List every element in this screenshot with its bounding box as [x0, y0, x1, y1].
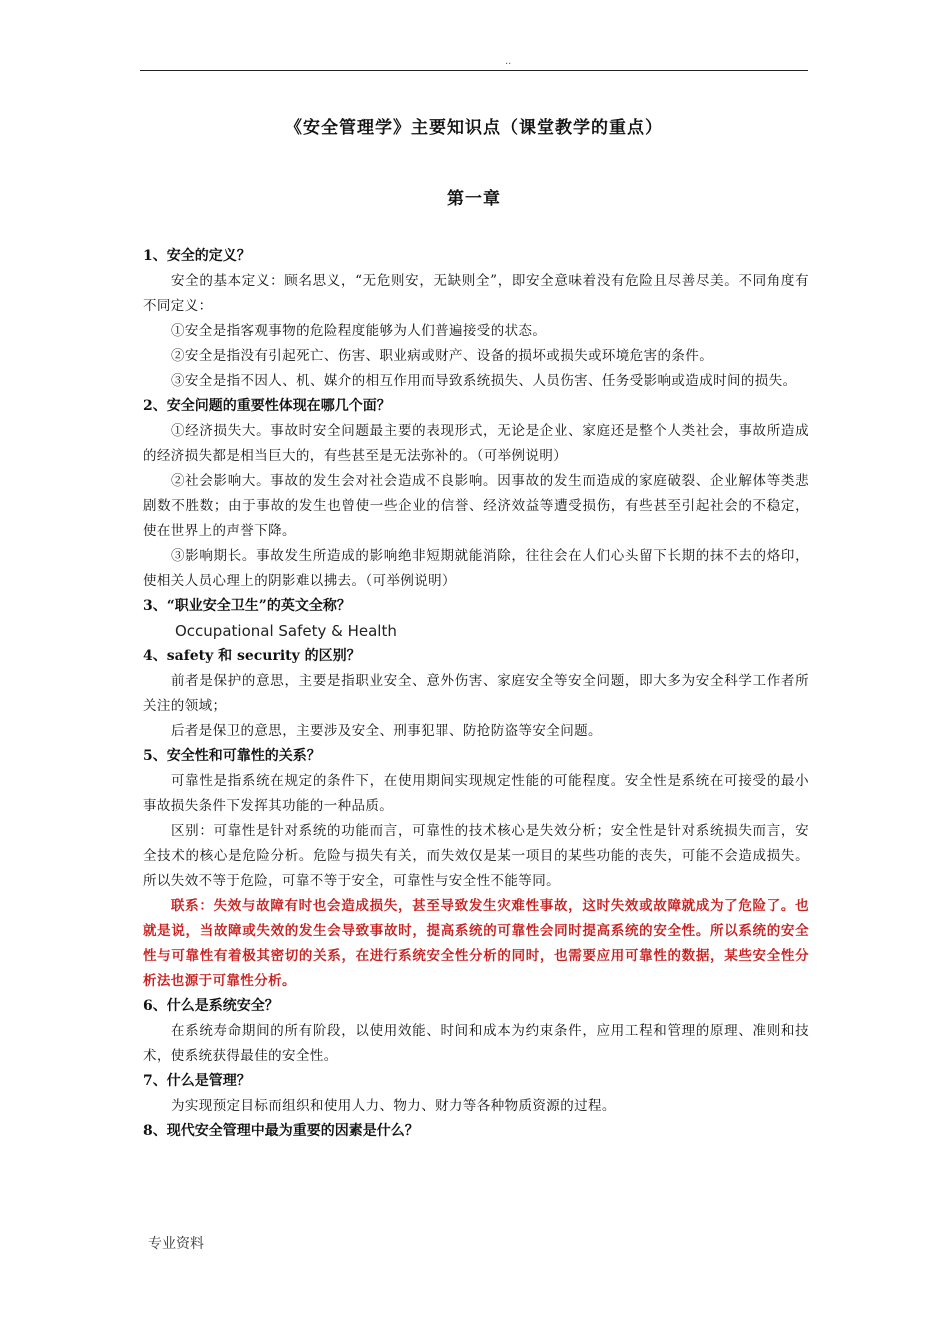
document-title: 《安全管理学》主要知识点（课堂教学的重点）	[285, 118, 663, 138]
document-body	[143, 244, 809, 1144]
question-1: 1、安全的定义？	[143, 248, 251, 264]
answer-paragraph: 区别：可靠性是针对系统的功能而言，可靠性的技术核心是失效分析；安全性是针对系统损失而言，安全技术的核心是危险分析。危险与损失有关，而失效仅是某一项目的某些功能的丧失，可能不会造成损失。所以失效不等于危险，可靠不等于安全，可靠性与安全性不能等同。	[143, 823, 809, 889]
answer-paragraph: 可靠性是指系统在规定的条件下，在使用期间实现规定性能的可能程度。安全性是系统在可接受的最小事故损失条件下发挥其功能的一种品质。	[143, 773, 809, 814]
answer-paragraph: ③影响期长。事故发生所造成的影响绝非短期就能消除，往往会在人们心头留下长期的抹不去的烙印，使相关人员心理上的阴影难以拂去。（可举例说明）	[143, 548, 809, 589]
answer-paragraph: ①经济损失大。事故时安全问题最主要的表现形式，无论是企业、家庭还是整个人类社会，事故所造成的经济损失都是相当巨大的，有些甚至是无法弥补的。（可举例说明）	[143, 423, 809, 464]
header-mark: ..	[505, 56, 512, 67]
chapter-heading: 第一章	[447, 189, 501, 209]
question-2: 2、安全问题的重要性体现在哪几个面？	[143, 398, 391, 414]
answer-paragraph: ②安全是指没有引起死亡、伤害、职业病或财产、设备的损坏或损失或环境危害的条件。	[171, 348, 714, 364]
question-3: 3、“职业安全卫生”的英文全称？	[143, 598, 351, 614]
page-footer: 专业资料	[148, 1236, 204, 1252]
answer-paragraph: 为实现预定目标而组织和使用人力、物力、财力等各种物质资源的过程。	[171, 1098, 616, 1114]
answer-paragraph: ①安全是指客观事物的危险程度能够为人们普遍接受的状态。	[171, 323, 547, 339]
question-5: 5、安全性和可靠性的关系？	[143, 748, 321, 764]
question-6: 6、什么是系统安全？	[143, 998, 279, 1014]
english-term: Occupational Safety & Health	[175, 622, 397, 640]
answer-paragraph: ③安全是指不因人、机、媒介的相互作用而导致系统损失、人员伤害、任务受影响或造成时间的损失。	[171, 373, 797, 389]
header-rule	[140, 70, 808, 71]
answer-paragraph: ②社会影响大。事故的发生会对社会造成不良影响。因事故的发生而造成的家庭破裂、企业解体等类悲剧数不胜数；由于事故的发生也曾使一些企业的信誉、经济效益等遭受损伤，有些甚至引起社会的不稳定，使在世界上的声誉下降。	[143, 473, 809, 539]
answer-paragraph: 安全的基本定义：顾名思义，“无危则安，无缺则全”，即安全意味着没有危险且尽善尽美。不同角度有不同定义：	[143, 273, 809, 314]
answer-paragraph: 后者是保卫的意思，主要涉及安全、刑事犯罪、防抢防盗等安全问题。	[171, 723, 602, 739]
answer-paragraph: 前者是保护的意思，主要是指职业安全、意外伤害、家庭安全等安全问题，即大多为安全科学工作者所关注的领域；	[143, 673, 809, 714]
question-7: 7、什么是管理？	[143, 1073, 251, 1089]
highlighted-paragraph: 联系：失效与故障有时也会造成损失，甚至导致发生灾难性事故，这时失效或故障就成为了危险了。也就是说，当故障或失效的发生会导致事故时，提高系统的可靠性会同时提高系统的安全性。所以系统的安全性与可靠性有着极其密切的关系，在进行系统安全性分析的同时，也需要应用可靠性的数据，某些安全性分析法也源于可靠性分析。	[143, 898, 809, 989]
question-4: 4、safety 和 security 的区别？	[143, 648, 361, 664]
answer-paragraph: 在系统寿命期间的所有阶段，以使用效能、时间和成本为约束条件，应用工程和管理的原理、准则和技术，使系统获得最佳的安全性。	[143, 1023, 809, 1064]
question-8: 8、现代安全管理中最为重要的因素是什么？	[143, 1123, 419, 1139]
